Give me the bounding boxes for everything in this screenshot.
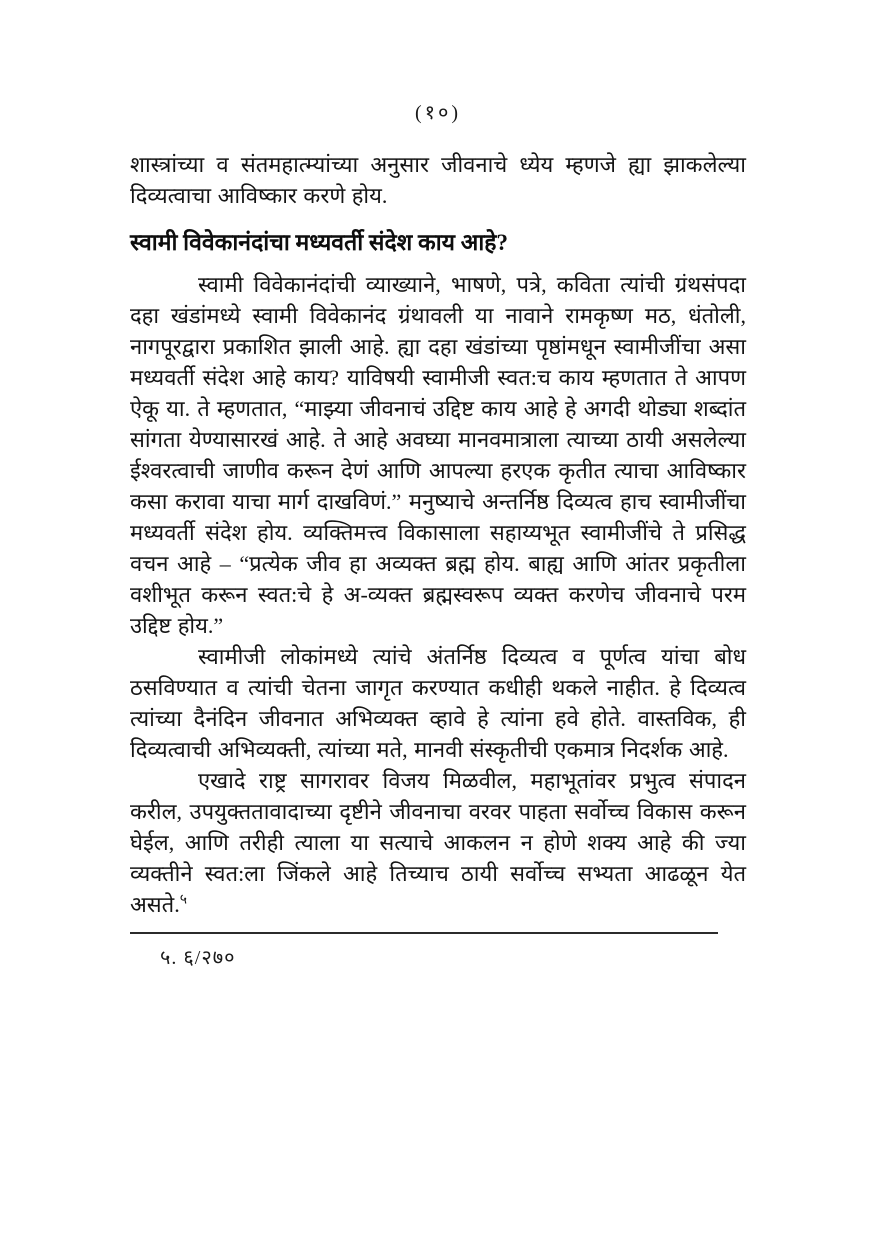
section-heading: स्वामी विवेकानंदांचा मध्यवर्ती संदेश काय आहे? <box>130 230 508 255</box>
page-number: (१०) <box>414 102 462 124</box>
paragraph <box>130 269 746 641</box>
paragraph <box>130 641 746 765</box>
paragraph-text: स्वामी विवेकानंदांची व्याख्याने, भाषणे, पत्रे, कविता त्यांची ग्रंथसंपदा दहा खंडांमध्ये स्वामी विवेकानंद ग्रंथावली या नावाने रामकृष्ण मठ, धंतोली, नागपूरद्वारा प्रकाशित झाली आहे. ह्या दहा खंडांच्या पृष्ठांमधून स्वामीजींचा असा मध्यवर्ती संदेश आहे काय? याविषयी स्वामीजी स्वत:च काय म्हणतात ते आपण ऐकू या. ते म्हणतात, “माझ्या जीवनाचं उद्दिष्ट काय आहे हे अगदी थोड्या शब्दांत सांगता येण्यासारखं आहे. ते आहे अवघ्या मानवमात्राला त्याच्या ठायी असलेल्या ईश्वरत्वाची जाणीव करून देणं आणि आपल्या हरएक कृतीत त्याचा आविष्कार कसा करावा याचा मार्ग दाखविणं.” मनुष्याचे अन्तर्निष्ठ दिव्यत्व हाच स्वामीजींचा मध्यवर्ती संदेश होय. व्यक्तिमत्त्व विकासाला सहाय्यभूत स्वामीजींचे ते प्रसिद्ध वचन आहे – “प्रत्येक जीव हा अव्यक्त ब्रह्म होय. बाह्य आणि आंतर प्रकृतीला वशीभूत करून स्वत:चे हे अ-व्यक्त ब्रह्मस्वरूप व्यक्त करणेच जीवनाचे परम उद्दिष्ट होय.” <box>130 272 746 638</box>
continuation-paragraph: शास्त्रांच्या व संतमहात्म्यांच्या अनुसार जीवनाचे ध्येय म्हणजे ह्या झाकलेल्या दिव्यत्वाचा आविष्कार करणे होय. <box>130 152 746 208</box>
paragraph-text: स्वामीजी लोकांमध्ये त्यांचे अंतर्निष्ठ दिव्यत्व व पूर्णत्व यांचा बोध ठसविण्यात व त्यांची चेतना जागृत करण्यात कधीही थकले नाहीत. हे दिव्यत्व त्यांच्या दैनंदिन जीवनात अभिव्यक्त व्हावे हे त्यांना हवे होते. वास्तविक, ही दिव्यत्वाची अभिव्यक्ती, त्यांच्या मते, मानवी संस्कृतीची एकमात्र निदर्शक आहे. <box>130 644 746 762</box>
page-content <box>130 98 746 970</box>
footnote: ५. ६/२७० <box>160 947 236 969</box>
footnote-separator <box>130 932 718 934</box>
footnote-marker: ५ <box>179 892 188 908</box>
paragraph-text: एखादे राष्ट्र सागरावर विजय मिळवील, महाभूतांवर प्रभुत्व संपादन करील, उपयुक्ततावादाच्या दृष्टीने जीवनाचा वरवर पाहता सर्वोच्च विकास करून घेईल, आणि तरीही त्याला या सत्याचे आकलन न होणे शक्य आहे की ज्या व्यक्तीने स्वत:ला जिंकले आहे तिच्याच ठायी सर्वोच्च सभ्यता आढळून येत असते. <box>130 768 746 917</box>
paragraph <box>130 765 746 920</box>
